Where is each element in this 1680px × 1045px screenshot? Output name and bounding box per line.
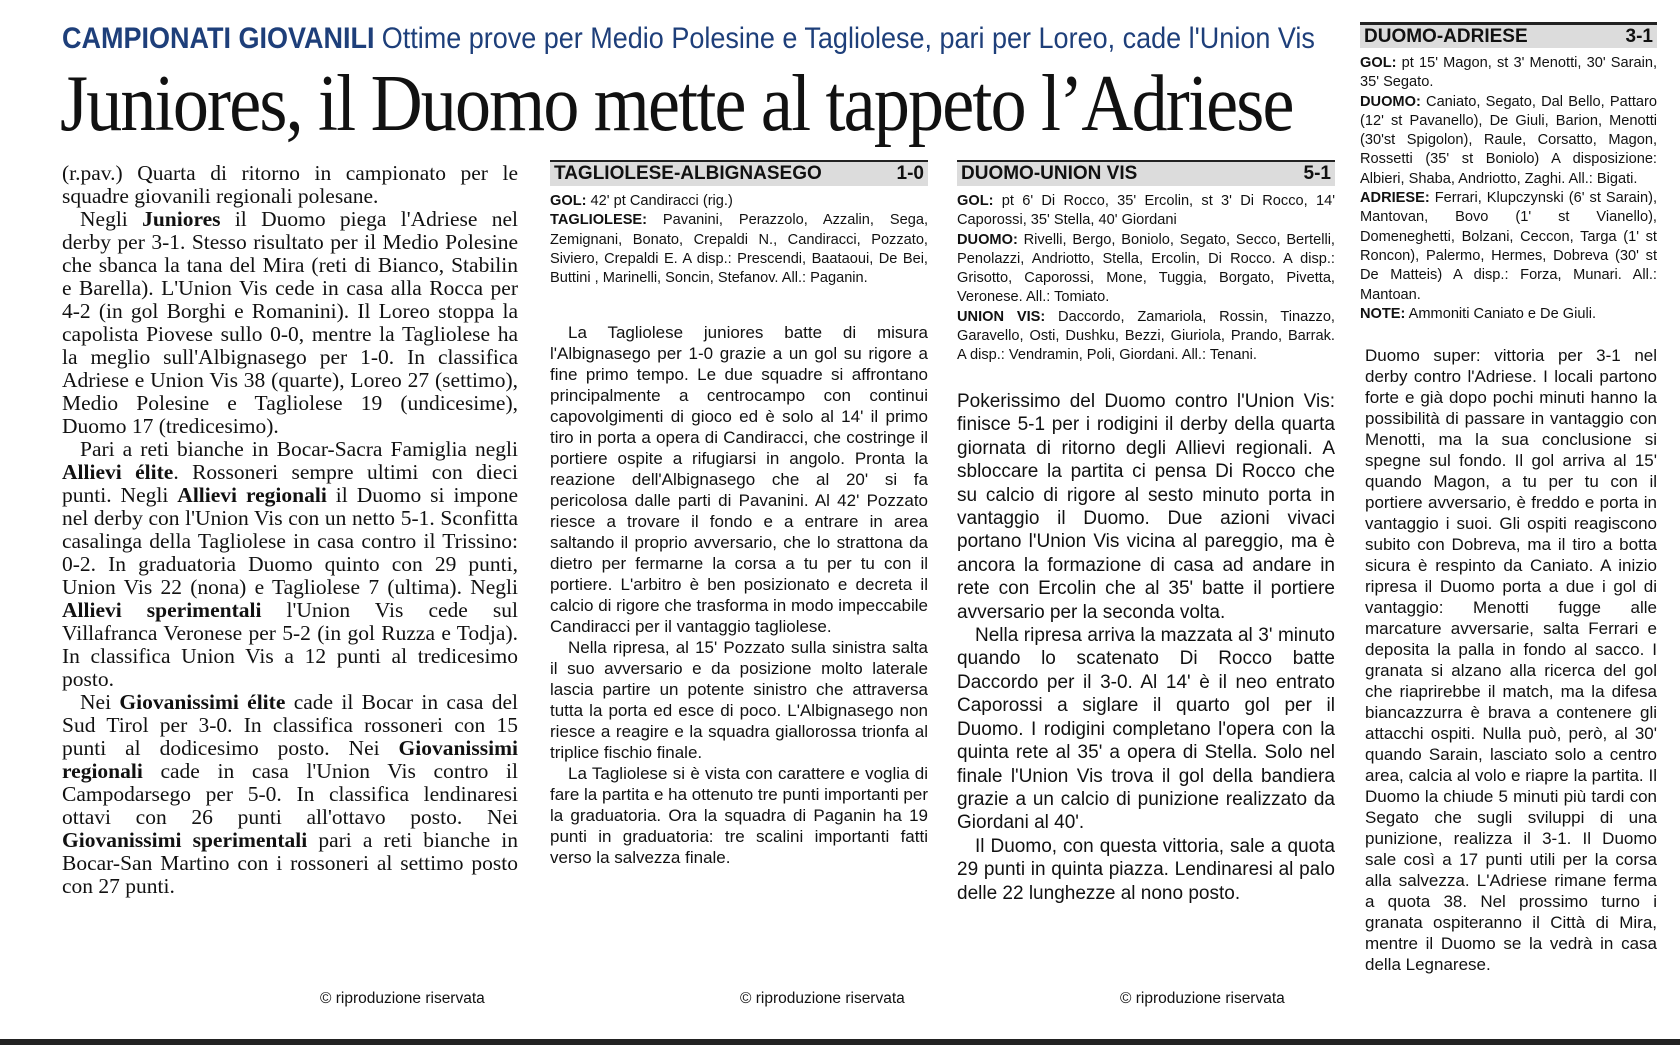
match-report-duomo-adriese (1365, 345, 1657, 975)
goals-label: GOL: (957, 193, 994, 209)
goals-line (1360, 54, 1657, 93)
goals-line (550, 192, 928, 211)
match-score: 1-0 (896, 163, 924, 184)
lineup-line (1360, 189, 1657, 305)
match-score: 3-1 (1625, 25, 1653, 47)
notes-label: NOTE: (1360, 305, 1406, 322)
lineup-text: Daccordo, Zamariola, Rossin, Tinazzo, Garavello, Osti, Dushku, Bezzi, Giuriola, Prando, Barrak. A disp.: Vendramin, Poli, Giordani. All.: Tenani. (957, 308, 1335, 364)
article-paragraph-2 (62, 208, 518, 438)
goals-line (957, 192, 1335, 231)
category-juniores: Juniores (142, 207, 221, 231)
kicker-subtitle: Ottime prove per Medio Polesine e Tagliolese, pari per Loreo, cade l'Union Vis (381, 22, 1315, 55)
lineup-line (550, 211, 928, 288)
goals-text: pt 15' Magon, st 3' Menotti, 30' Sarain, 35' Segato. (1360, 55, 1657, 91)
text-span: Negli (80, 207, 143, 231)
box-score-duomo-adriese (1360, 22, 1657, 324)
category-allievi-elite: Allievi élite (62, 460, 174, 484)
lineup-line (957, 231, 1335, 308)
lineup-text: Rivelli, Bergo, Boniolo, Segato, Secco, Bertelli, Penolazzi, Andriotto, Stella, Ercolin, Di Rocco. A disp.: Grisotto, Caporossi, Mone, Tuggia, Borgato, Pivetta, Veronese. All.: Tomiato. (957, 231, 1335, 306)
report-paragraph: La Tagliolese si è vista con carattere e voglia di fare la partita e ha ottenuto tre punti importanti per la graduatoria. Ora la squadra di Paganin ha 19 punti in graduatoria: tre scalini importanti fatti verso la salvezza finale. (550, 764, 929, 867)
main-article (62, 162, 518, 898)
match-title: DUOMO-ADRIESE (1364, 25, 1528, 47)
goals-label: GOL: (1360, 55, 1397, 71)
report-paragraph: Nella ripresa, al 15' Pozzato sulla sinistra salta il suo avversario e da posizione molto laterale lascia partire un potente sinistro che attraversa tutta la porta ed esce di poco. L'Albignasego non riesce a reagire e la squadra giallorossa trionfa al triplice fischio finale. (550, 638, 928, 762)
match-title: TAGLIOLESE-ALBIGNASEGO (554, 163, 822, 184)
match-report-tagliolese (550, 322, 928, 868)
box-score-header (957, 160, 1335, 186)
section-label: CAMPIONATI GIOVANILI (62, 22, 375, 55)
copyright-notice: © riproduzione riservata (320, 990, 485, 1007)
text-span: . Rossoneri sempre ultimi con dieci punti. Negli (62, 460, 518, 507)
team-label: ADRIESE: (1360, 190, 1430, 207)
goals-text: pt 6' Di Rocco, 35' Ercolin, st 3' Di Rocco, 14' Caporossi, 35' Stella, 40' Giordani (957, 193, 1335, 229)
kicker (62, 18, 1315, 60)
match-title: DUOMO-UNION VIS (961, 163, 1138, 184)
text-span: cade in casa l'Union Vis contro il Campodarsego per 5-0. In classifica lendinaresi ottavi con 26 punti all'ottavo posto. Nei (62, 759, 518, 829)
text-span: il Duomo piega l'Adriese nel derby per 3-1. Stesso risultato per il Medio Polesine che sbanca la tana del Mira (reti di Bianco, Stabilin e Barella). L'Union Vis cede in casa alla Rocca per 4-2 (in gol Borghi e Romanini). Il Loreo stoppa la capolista Piovese sullo 0-0, mentre la Tagliolese ha la meglio sull'Albignasego per 1-0. In classifica Adriese e Union Vis 38 (quarte), Loreo 27 (settimo), Medio Polesine e Tagliolese 19 (undicesime), Duomo 17 (tredicesimo). (62, 207, 518, 438)
text-span: cade il Bocar in casa del Sud Tirol per 3-0. In classifica rossoneri con 15 punti al dodicesimo posto. Nei (62, 690, 518, 760)
lineup-line (1360, 93, 1657, 189)
lineup-text: Pavanini, Perazzolo, Azzalin, Sega, Zemignani, Bonato, Crepaldi N., Candiracci, Pozzato, Siviero, Crepaldi E. A disp.: Prescendi, Baataoui, De Bei, Buttini , Marinelli, Soncin, Stefanov. All.: Paganin. (550, 212, 928, 287)
team-label: TAGLIOLESE: (550, 212, 648, 229)
report-paragraph: Duomo super: vittoria per 3-1 nel derby contro l'Adriese. I locali partono forte e già dopo pochi minuti hanno la possibilità di passare in vantaggio con Menotti, ma la sua conclusione si spegne sul fondo. Il gol arriva al 15' quando Magon, a tu per tu con il portiere avversario, è freddo e porta in vantaggio i suoi. Gli ospiti reagiscono subito con Dobreva, ma il tiro a botta sicura è respinto da Caniato. A inizio ripresa il Duomo porta a due i gol di vantaggio: Menotti fugge alle marcature avversarie, salta Ferrari e deposita la palla in fondo al sacco. I granata si alzano alla ricerca del gol che riaprirebbe il match, ma la difesa biancazzurra è brava a contenere gli attacchi ospiti. Nulla può, però, al 30' quando Sarain, lasciato solo a centro area, calcia al volo e riapre la partita. Il Duomo la chiude 5 minuti più tardi con Segato che sugli sviluppi di una punizione, realizza il 3-1. Il Duomo sale così a 17 punti utili per la corsa alla salvezza. L'Adriese rimane ferma a quota 38. Nel prossimo turno i granata ospiteranno il Città di Mira, mentre il Duomo se la vedrà in casa della Legnarese. (1365, 346, 1657, 974)
article-paragraph-3 (62, 438, 518, 691)
box-score-body (957, 186, 1335, 366)
match-report-duomo-union-vis (957, 390, 1335, 905)
copyright-notice: © riproduzione riservata (740, 990, 905, 1007)
category-allievi-regionali: Allievi regionali (177, 483, 327, 507)
team-label: DUOMO: (1360, 93, 1421, 110)
goals-label: GOL: (550, 193, 587, 209)
text-span: l'Union Vis cede sul Villafranca Veronese per 5-2 (in gol Ruzza e Todja). In classifica Union Vis a 12 punti al tredicesimo posto. (62, 598, 518, 691)
category-giovanissimi-sperimentali: Giovanissimi sperimentali (62, 828, 308, 852)
notes-line (1360, 305, 1657, 324)
text-span: il Duomo si impone nel derby con l'Union Vis con un netto 5-1. Sconfitta casalinga della Tagliolese in casa contro il Trissino: 0-2. In graduatoria Duomo quinto con 29 punti, Union Vis 22 (nona) e Tagliolese 7 (ultima). Negli (62, 483, 518, 599)
box-score-body (1360, 48, 1657, 324)
box-score-tagliolese-albignasego (550, 160, 928, 288)
box-score-header (1360, 22, 1657, 48)
goals-text: 42' pt Candiracci (rig.) (586, 193, 733, 209)
text-span: pari a reti bianche in Bocar-San Martino con i rossoneri al settimo posto con 27 punti. (62, 828, 518, 898)
lineup-text: Caniato, Segato, Dal Bello, Pattaro (12' st Pavanello), De Giuli, Barion, Menotti (30'st Spigolon), Raule, Corsatto, Magon, Rossetti (35' st Boniolo) A disposizione: Albieri, Shaba, Andriotto, Zaghi. All.: Bigati. (1360, 93, 1657, 187)
report-paragraph: Nella ripresa arriva la mazzata al 3' minuto quando lo scatenato Di Rocco batte Daccordo per il 3-0. Al 14' è il neo entrato Caporossi a siglare il quarto gol per il Duomo. I rodigini completano l'opera con la quinta rete al 35' a opera di Stella. Solo nel finale l'Union Vis trova il gol della bandiera grazie a un calcio di punizione realizzato da Giordani al 40'. (957, 625, 1335, 834)
category-giovanissimi-regionali: Giovanissimi regionali (62, 736, 518, 783)
report-paragraph: La Tagliolese juniores batte di misura l'Albignasego per 1-0 grazie a un gol su rigore a fine primo tempo. Le due squadre si affrontano principalmente a centrocampo con continui capovolgimenti di gioco ed è solo al 14' il primo tiro in porta a opera di Candiracci, che costringe il portiere ospite a rifugiarsi in angolo. Pronta la reazione dell'Albignasego che al 20' si fa pericolosa dalle parti di Pavanini. Al 42' Pozzato riesce a trovare il fondo e a entrare in area saltando il proprio avversario, che lo strattona da dietro per fermarne la corsa a tu per tu con il portiere. L'arbitro è ben posizionato e decreta il calcio di rigore che trasforma in modo impeccabile Candiracci per il vantaggio tagliolese. (550, 323, 928, 636)
box-score-header (550, 160, 928, 186)
notes-text: Ammoniti Caniato e De Giuli. (1405, 305, 1597, 322)
headline: Juniores, il Duomo mette al tappeto l’Adriese (60, 60, 1293, 148)
team-label: DUOMO: (957, 231, 1018, 248)
article-paragraph-1: (r.pav.) Quarta di ritorno in campionato per le squadre giovanili regionali polesane. (62, 161, 518, 208)
lineup-line (957, 308, 1335, 366)
team-label: UNION VIS: (957, 308, 1046, 325)
lineup-text: Ferrari, Klupczynski (6' st Sarain), Mantovan, Bovo (1' st Vianello), Domeneghetti, Bolzani, Ceccon, Targa (1' st Roncon), Palermo, Hermes, Dobreva (30' st De Matteis) A disp.: Forza, Munari. All.: Mantoan. (1360, 190, 1657, 303)
copyright-notice: © riproduzione riservata (1120, 990, 1285, 1007)
box-score-body (550, 186, 928, 288)
report-paragraph: Pokerissimo del Duomo contro l'Union Vis: finisce 5-1 per i rodigini il derby della quarta giornata di ritorno degli Allievi regionali. A sbloccare la partita ci pensa Di Rocco che su calcio di rigore al sesto minuto porta in vantaggio il Duomo. Due azioni vivaci portano l'Union Vis vicina al pareggio, ma è ancora la formazione di casa ad andare in rete con Ercolin che al 35' batte il portiere avversario per la seconda volta. (957, 391, 1335, 623)
bottom-rule (0, 1039, 1680, 1045)
report-paragraph: Il Duomo, con questa vittoria, sale a quota 29 punti in quinta piazza. Lendinaresi al palo delle 22 lunghezze al nono posto. (957, 835, 1335, 904)
category-giovanissimi-elite: Giovanissimi élite (119, 690, 286, 714)
text-span: Nei (80, 690, 120, 714)
category-allievi-sperimentali: Allievi sperimentali (62, 598, 262, 622)
article-paragraph-4 (62, 691, 518, 898)
match-score: 5-1 (1303, 163, 1331, 184)
box-score-duomo-union-vis (957, 160, 1335, 366)
text-span: Pari a reti bianche in Bocar-Sacra Famiglia negli (80, 437, 518, 461)
